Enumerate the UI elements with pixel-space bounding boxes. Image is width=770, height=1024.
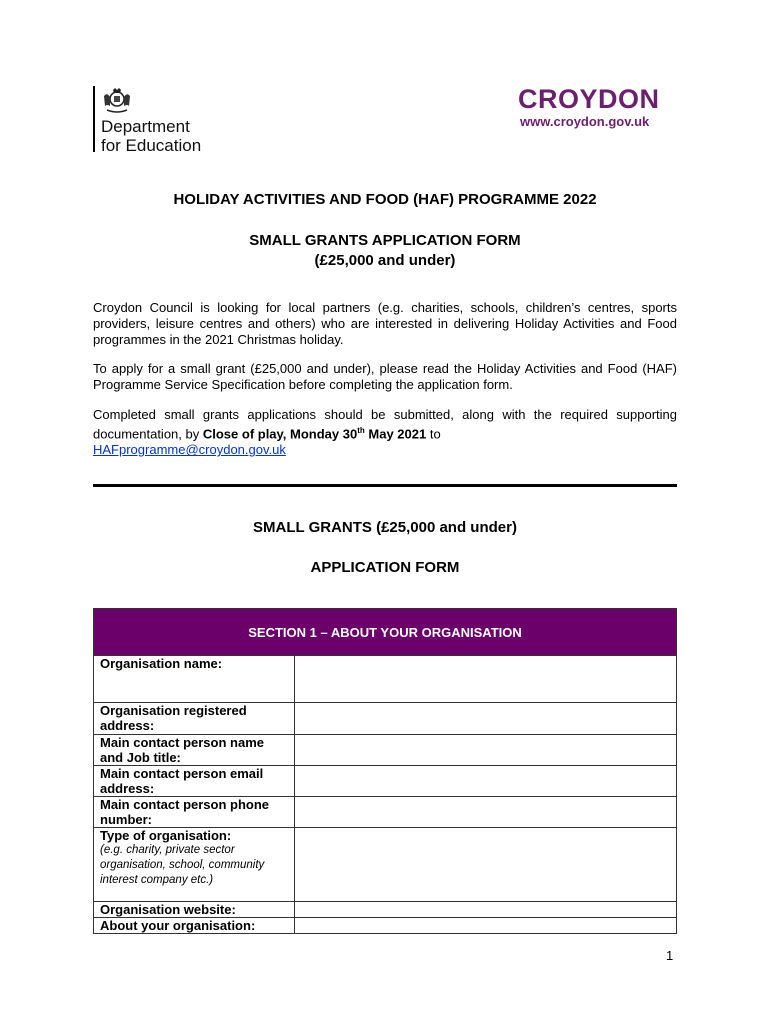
email-link[interactable]: HAFprogramme@croydon.gov.uk bbox=[93, 442, 286, 458]
croydon-logo bbox=[518, 84, 678, 130]
dfe-logo-divider bbox=[93, 86, 95, 152]
dfe-logo-text: Department for Education bbox=[101, 117, 202, 152]
table-row bbox=[94, 703, 677, 735]
field-label: Organisation name: bbox=[94, 656, 295, 703]
table-row bbox=[94, 918, 677, 934]
table-row bbox=[94, 797, 677, 828]
organisation-name-field[interactable] bbox=[295, 656, 677, 703]
table-row bbox=[94, 766, 677, 797]
section1-header: SECTION 1 – ABOUT YOUR ORGANISATION bbox=[94, 609, 677, 656]
about-organisation-field[interactable] bbox=[295, 918, 677, 934]
field-label: Main contact person email address: bbox=[94, 766, 295, 797]
field-label: Type of organisation: (e.g. charity, private sector organisation, school, community interest company etc.) bbox=[94, 828, 295, 902]
croydon-logo-text: CROYDON bbox=[518, 84, 660, 114]
royal-crest-icon bbox=[101, 86, 133, 114]
table-row bbox=[94, 656, 677, 703]
page-number: 1 bbox=[666, 948, 674, 963]
field-note: (e.g. charity, private sector organisation, school, community interest company etc.) bbox=[100, 844, 265, 886]
contact-phone-field[interactable] bbox=[295, 797, 677, 828]
field-label: Organisation registered address: bbox=[94, 703, 295, 735]
contact-email-field[interactable] bbox=[295, 766, 677, 797]
organisation-type-field[interactable] bbox=[295, 828, 677, 902]
document-subtitle: SMALL GRANTS APPLICATION FORM (£25,000 and under) bbox=[249, 232, 521, 269]
table-row bbox=[94, 902, 677, 918]
form-subheading: APPLICATION FORM bbox=[310, 559, 460, 576]
table-row bbox=[94, 828, 677, 902]
field-label: Organisation website: bbox=[94, 902, 295, 918]
form-heading: SMALL GRANTS (£25,000 and under) bbox=[253, 519, 517, 536]
croydon-url: www.croydon.gov.uk bbox=[520, 114, 650, 129]
section1-table bbox=[93, 608, 677, 934]
intro-paragraph-3: Completed small grants applications should be submitted, along with the required supporting documentation, by Close of play, Monday 30th May 2021 to HAFprogramme@croydon.gov.uk bbox=[93, 407, 677, 458]
registered-address-field[interactable] bbox=[295, 703, 677, 735]
contact-name-field[interactable] bbox=[295, 735, 677, 766]
intro-paragraph-2: To apply for a small grant (£25,000 and under), please read the Holiday Activities and Food (HAF) Programme Service Specification before completing the application form. bbox=[93, 361, 677, 392]
section-divider bbox=[93, 484, 677, 487]
organisation-website-field[interactable] bbox=[295, 902, 677, 918]
field-label: Main contact person phone number: bbox=[94, 797, 295, 828]
dfe-logo bbox=[93, 86, 223, 152]
document-title: HOLIDAY ACTIVITIES AND FOOD (HAF) PROGRAMME 2022 bbox=[173, 191, 597, 208]
field-label: About your organisation: bbox=[94, 918, 295, 934]
table-row bbox=[94, 735, 677, 766]
field-label: Main contact person name and Job title: bbox=[94, 735, 295, 766]
intro-paragraph-1: Croydon Council is looking for local partners (e.g. charities, schools, children’s centres, sports providers, leisure centres and others) who are interested in delivering Holiday Activities and Food programmes in the 2021 Christmas holiday. bbox=[93, 300, 677, 347]
